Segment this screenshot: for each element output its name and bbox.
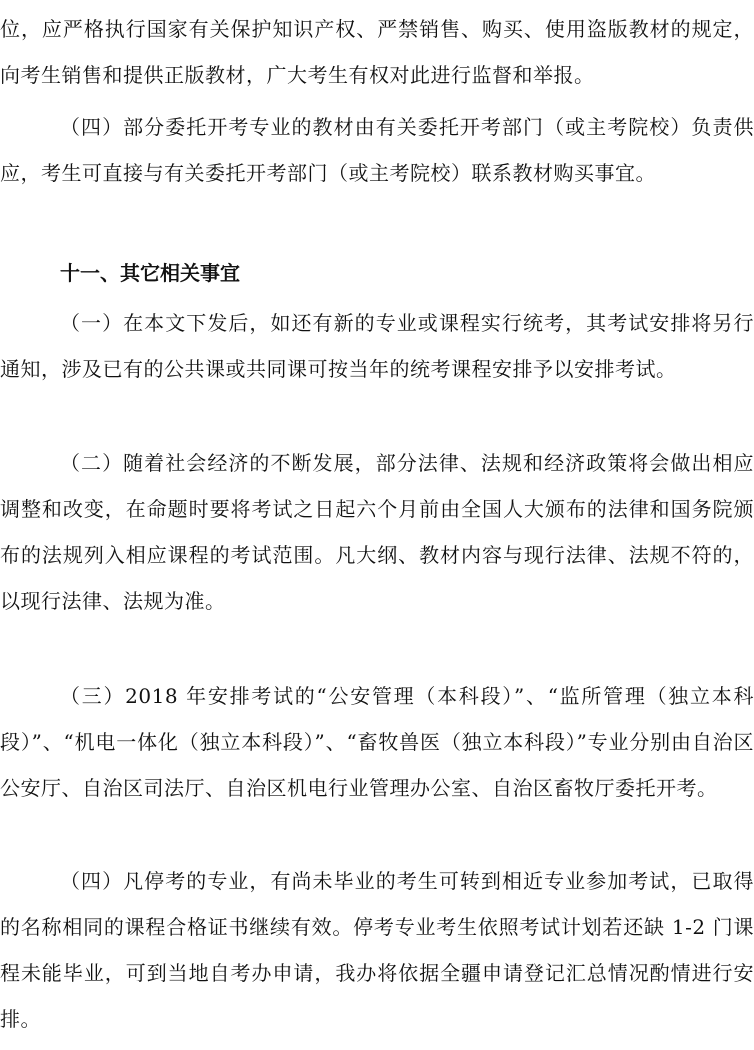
paragraph-item-2: （二）随着社会经济的不断发展，部分法律、法规和经济政策将会做出相应调整和改变，在命题时要将考试之日起六个月前由全国人大颁布的法律和国务院颁布的法规列入相应课程的考试范围。凡大纲、教材内容与现行法律、法规不符的，以现行法律、法规为准。: [0, 451, 754, 613]
paragraph-continued: 位，应严格执行国家有关保护知识产权、严禁销售、购买、使用盗版教材的规定，向考生销售和提供正版教材，广大考生有权对此进行监督和举报。: [0, 17, 754, 87]
paragraph-textbook-supply: （四）部分委托开考专业的教材由有关委托开考部门（或主考院校）负责供应，考生可直接与有关委托开考部门（或主考院校）联系教材购买事宜。: [0, 115, 754, 185]
paragraph-item-1: （一）在本文下发后，如还有新的专业或课程实行统考，其考试安排将另行通知，涉及已有的公共课或共同课可按当年的统考课程安排予以安排考试。: [0, 311, 754, 381]
section-heading: 十一、其它相关事宜: [60, 261, 240, 285]
paragraph-item-3: （三）2018 年安排考试的“公安管理（本科段）”、“监所管理（独立本科段）”、“机电一体化（独立本科段）”、“畜牧兽医（独立本科段）”专业分别由自治区公安厅、自治区司法厅、自治区机电行业管理办公室、自治区畜牧厅委托开考。: [0, 684, 754, 800]
paragraph-item-4: （四）凡停考的专业，有尚未毕业的考生可转到相近专业参加考试，已取得的名称相同的课程合格证书继续有效。停考专业考生依照考试计划若还缺 1-2 门课程未能毕业，可到当地自考办申请，我办将依据全疆申请登记汇总情况酌情进行安排。: [0, 869, 754, 1031]
